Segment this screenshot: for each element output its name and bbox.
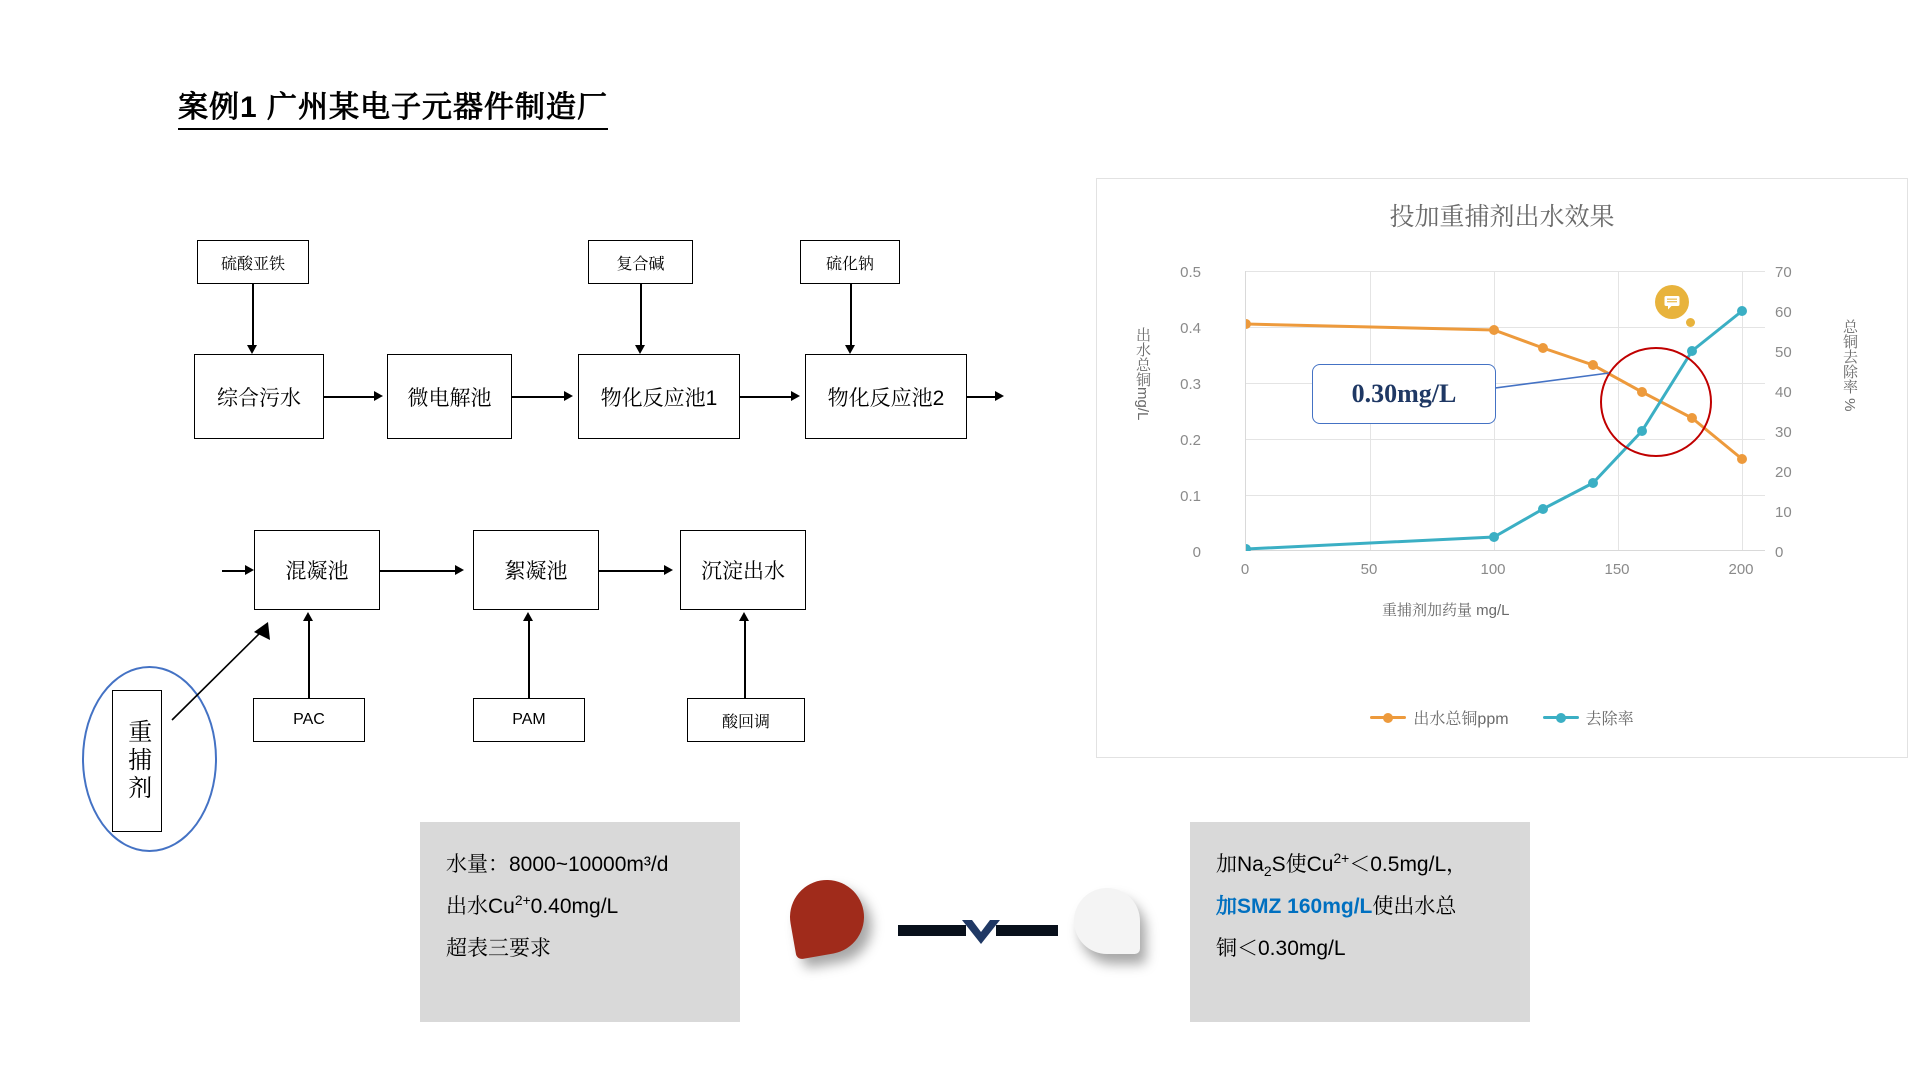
chart-xtick-1: 50 bbox=[1360, 561, 1378, 578]
connector-acid-up bbox=[744, 616, 746, 698]
reagent-box-acid-adjust: 酸回调 bbox=[687, 698, 805, 742]
chart-panel bbox=[1096, 178, 1908, 758]
chart-ytick-right-1: 60 bbox=[1775, 304, 1792, 321]
reagent-box-compound-alkali: 复合碱 bbox=[588, 240, 693, 284]
legend-label-removal-rate: 去除率 bbox=[1585, 711, 1634, 728]
chart-ytick-left-3: 0.2 bbox=[1180, 432, 1201, 449]
connector-pam-up bbox=[528, 616, 530, 698]
process-box-reaction-tank-1: 物化反应池1 bbox=[578, 354, 740, 439]
note-right-line-1 bbox=[1216, 844, 1504, 886]
arrow-alkali-down bbox=[635, 345, 645, 354]
chart-ytick-right-4: 30 bbox=[1775, 424, 1792, 441]
chart-ytick-right-2: 50 bbox=[1775, 344, 1792, 361]
note-left-line-2-suffix: 0.40mg/L bbox=[530, 895, 619, 918]
legend-label-effluent-copper: 出水总铜ppm bbox=[1413, 711, 1509, 728]
page-title: 案例1 广州某电子元器件制造厂 bbox=[178, 82, 608, 130]
note-right-l2-rest: 使出水总 bbox=[1372, 895, 1457, 918]
arrow-r1-a bbox=[374, 391, 383, 401]
note-right-line-2 bbox=[1216, 886, 1504, 928]
arrow-pac-up bbox=[303, 612, 313, 621]
chart-xlabel: 重捕剂加药量 mg/L bbox=[1382, 602, 1510, 619]
reagent-box-pam: PAM bbox=[473, 698, 585, 742]
arrow-ferrous-down bbox=[247, 345, 257, 354]
legend-item-removal-rate bbox=[1543, 706, 1634, 729]
decoration-bar-right bbox=[996, 925, 1058, 936]
arrow-pam-up bbox=[523, 612, 533, 621]
arrow-r2-a bbox=[455, 565, 464, 575]
legend-swatch-effluent-copper bbox=[1370, 716, 1406, 719]
chart-ytick-right-3: 40 bbox=[1775, 384, 1792, 401]
chart-ytick-right-6: 10 bbox=[1775, 504, 1792, 521]
note-left bbox=[420, 822, 740, 1022]
note-left-line-1: 水量：8000~10000m³/d bbox=[446, 853, 669, 876]
process-box-flocculation-tank: 絮凝池 bbox=[473, 530, 599, 610]
connector-r1-c bbox=[740, 396, 793, 398]
chart-ytick-left-2: 0.3 bbox=[1180, 376, 1201, 393]
chart-xtick-0: 0 bbox=[1240, 561, 1250, 578]
arrow-acid-up bbox=[739, 612, 749, 621]
note-right-l1-c: ＜0.5mg/L， bbox=[1349, 853, 1468, 876]
decoration-bar-left bbox=[898, 925, 966, 936]
comment-badge-dot bbox=[1686, 318, 1695, 327]
connector-r2-a bbox=[380, 570, 457, 572]
process-box-reaction-tank-2: 物化反应池2 bbox=[805, 354, 967, 439]
note-right-l1-sub: 2 bbox=[1263, 863, 1272, 880]
comment-badge-icon[interactable] bbox=[1655, 285, 1689, 319]
chart-ylabel-right: 总铜去除率 % bbox=[1841, 319, 1858, 412]
arrow-r1-c bbox=[791, 391, 800, 401]
process-box-microelectrolysis: 微电解池 bbox=[387, 354, 512, 439]
chart-xtick-4: 200 bbox=[1728, 561, 1754, 578]
arrow-sulfide-down bbox=[845, 345, 855, 354]
connector-r2-b bbox=[599, 570, 666, 572]
process-box-coagulation-tank: 混凝池 bbox=[254, 530, 380, 610]
chart-ytick-right-7: 0 bbox=[1775, 544, 1784, 561]
legend-swatch-removal-rate bbox=[1543, 716, 1579, 719]
chart-ytick-left-4: 0.1 bbox=[1180, 488, 1201, 505]
connector-pac-up bbox=[308, 616, 310, 698]
decoration-chevron-icon bbox=[962, 918, 1000, 944]
chart-ytick-right-5: 20 bbox=[1775, 464, 1792, 481]
chart-ytick-left-1: 0.4 bbox=[1180, 320, 1201, 337]
note-left-line-2-prefix: 出水Cu bbox=[446, 895, 515, 918]
note-left-line-3: 超表三要求 bbox=[446, 937, 551, 960]
note-right-l1-a: 加Na bbox=[1216, 853, 1264, 876]
chart-annotation-callout: 0.30mg/L bbox=[1312, 364, 1496, 424]
comment-glyph bbox=[1662, 292, 1682, 312]
chart-ylabel-left: 出水总铜mg/L bbox=[1134, 327, 1151, 421]
connector-capture-to-coagulation bbox=[150, 620, 290, 730]
chart-ytick-right-0: 70 bbox=[1775, 264, 1792, 281]
note-right-l1-b: S使Cu bbox=[1271, 853, 1334, 876]
chart-xtick-3: 150 bbox=[1604, 561, 1630, 578]
capture-agent-label: 重捕剂 bbox=[123, 719, 151, 803]
arrow-r1-out bbox=[995, 391, 1004, 401]
chart-xtick-2: 100 bbox=[1480, 561, 1506, 578]
note-left-line-2 bbox=[446, 886, 714, 928]
reagent-box-pac: PAC bbox=[253, 698, 365, 742]
reagent-box-sodium-sulfide: 硫化钠 bbox=[800, 240, 900, 284]
note-left-line-2-sup: 2+ bbox=[514, 892, 531, 908]
note-right-line-3: 铜＜0.30mg/L bbox=[1216, 937, 1346, 960]
connector-sulfide-down bbox=[850, 284, 852, 347]
note-right-highlight: 加SMZ 160mg/L bbox=[1216, 895, 1373, 918]
connector-r1-b bbox=[512, 396, 566, 398]
decoration-red-shape bbox=[784, 874, 870, 960]
chart-ytick-left-5: 0 bbox=[1192, 544, 1201, 561]
legend-item-effluent-copper bbox=[1370, 706, 1508, 729]
decoration-white-shape bbox=[1074, 888, 1140, 954]
connector-ferrous-down bbox=[252, 284, 254, 347]
chart-title: 投加重捕剂出水效果 bbox=[1389, 203, 1615, 231]
process-box-combined-wastewater: 综合污水 bbox=[194, 354, 324, 439]
reagent-box-ferrous-sulfate: 硫酸亚铁 bbox=[197, 240, 309, 284]
connector-r1-a bbox=[324, 396, 376, 398]
note-right-l1-sup: 2+ bbox=[1333, 850, 1350, 866]
connector-alkali-down bbox=[640, 284, 642, 347]
process-box-sedimentation-outflow: 沉淀出水 bbox=[680, 530, 806, 610]
chart-legend bbox=[1097, 706, 1907, 729]
chart-ytick-left-0: 0.5 bbox=[1180, 264, 1201, 281]
arrow-r2-in bbox=[245, 565, 254, 575]
arrow-r1-b bbox=[564, 391, 573, 401]
note-right bbox=[1190, 822, 1530, 1022]
arrow-r2-b bbox=[664, 565, 673, 575]
connector-r1-out bbox=[967, 396, 997, 398]
